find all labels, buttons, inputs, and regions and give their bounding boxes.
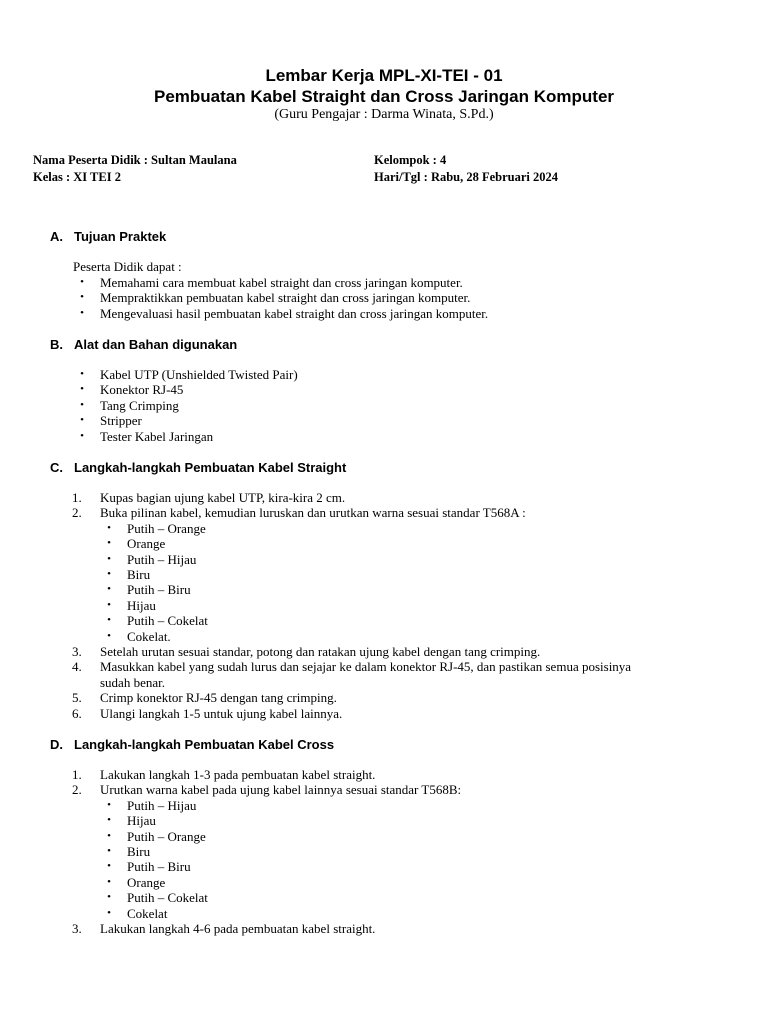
worksheet-subtitle: Pembuatan Kabel Straight dan Cross Jaringan Komputer: [153, 87, 615, 106]
bullet-icon: •: [107, 552, 111, 565]
color-item: • Putih – Cokelat: [127, 613, 631, 628]
section-d-steps: [72, 767, 462, 937]
student-name: Nama Peserta Didik : Sultan Maulana: [33, 153, 237, 167]
color-item: • Hijau: [127, 598, 631, 613]
bullet-icon: •: [107, 875, 111, 888]
bullet-icon: •: [107, 583, 111, 596]
step-number: 5.: [72, 690, 82, 706]
bullet-icon: •: [80, 429, 84, 442]
color-item: • Hijau: [127, 813, 461, 828]
color-item: • Putih – Orange: [127, 829, 461, 844]
step-number: 6.: [72, 705, 82, 721]
section-b-heading: [50, 337, 237, 353]
bullet-icon: •: [107, 629, 111, 642]
step-number: 1.: [72, 767, 82, 782]
t568b-color-list: [100, 798, 461, 921]
list-item: • Tester Kabel Jaringan: [100, 429, 298, 444]
color-item: • Putih – Biru: [127, 859, 461, 874]
group-number: Kelompok : 4: [374, 153, 447, 167]
list-item: • Kabel UTP (Unshielded Twisted Pair): [100, 367, 298, 382]
step-number: 3.: [72, 921, 82, 937]
bullet-icon: •: [107, 845, 111, 858]
list-item: • Mengevaluasi hasil pembuatan kabel straight dan cross jaringan komputer.: [100, 306, 488, 321]
step-number: 1.: [72, 490, 82, 505]
color-item: • Putih – Hijau: [127, 552, 631, 567]
step-item: 3. Setelah urutan sesuai standar, potong dan ratakan ujung kabel dengan tang crimping.: [72, 644, 541, 660]
bullet-icon: •: [80, 306, 84, 319]
step-number: 2.: [72, 782, 82, 798]
section-d-heading: [50, 737, 334, 753]
color-item: • Cokelat: [127, 906, 461, 921]
bullet-icon: •: [80, 368, 84, 380]
color-item: • Orange: [127, 875, 461, 890]
section-c-heading: [50, 460, 346, 476]
step-item: 6. Ulangi langkah 1-5 untuk ujung kabel lainnya.: [72, 705, 343, 721]
step-item: 1. Kupas bagian ujung kabel UTP, kira-kira 2 cm.: [72, 490, 346, 505]
bullet-icon: •: [107, 906, 111, 919]
student-class: Kelas : XI TEI 2: [33, 170, 121, 184]
section-letter: C.: [50, 460, 63, 475]
color-item: • Putih – Hijau: [127, 798, 461, 813]
list-item: • Mempraktikkan pembuatan kabel straight dan cross jaringan komputer.: [100, 290, 488, 305]
bullet-icon: •: [80, 398, 84, 411]
section-c-steps: [72, 490, 632, 721]
bullet-icon: •: [107, 521, 111, 534]
section-letter: B.: [50, 337, 63, 352]
bullet-icon: •: [80, 383, 84, 396]
bullet-icon: •: [107, 568, 111, 581]
color-item: • Biru: [127, 567, 631, 582]
color-item: • Putih – Biru: [127, 582, 631, 597]
t568a-color-list: [100, 521, 631, 644]
bullet-icon: •: [107, 829, 111, 842]
step-item: 2. Urutkan warna kabel pada ujung kabel lainnya sesuai standar T568B: • Putih – Hijau • Hijau • Putih – Orange • Biru • Putih – Biru • Orange • Putih – Cokelat • Cokelat: [72, 782, 462, 921]
bullet-icon: •: [80, 291, 84, 304]
bullet-icon: •: [107, 537, 111, 550]
color-item: • Biru: [127, 844, 461, 859]
section-a-list: [80, 275, 489, 321]
group-info: [374, 152, 558, 186]
color-item: • Orange: [127, 536, 631, 551]
section-title: Langkah-langkah Pembuatan Kabel Cross: [74, 737, 335, 752]
color-item: • Putih – Orange: [127, 521, 631, 536]
section-a-intro: Peserta Didik dapat :: [73, 259, 182, 274]
section-a-heading: [50, 229, 166, 245]
bullet-icon: •: [107, 860, 111, 873]
bullet-icon: •: [107, 798, 111, 811]
bullet-icon: •: [107, 614, 111, 627]
step-item: 4. Masukkan kabel yang sudah lurus dan sejajar ke dalam konektor RJ-45, dan pastikan semua posisinya sudah benar.: [72, 659, 632, 690]
bullet-icon: •: [80, 276, 84, 288]
color-item: • Putih – Cokelat: [127, 890, 461, 905]
bullet-icon: •: [107, 891, 111, 904]
section-title: Alat dan Bahan digunakan: [74, 337, 238, 352]
step-item: 1. Lakukan langkah 1-3 pada pembuatan kabel straight.: [72, 767, 376, 782]
list-item: • Stripper: [100, 413, 298, 428]
step-number: 3.: [72, 644, 82, 660]
step-item: 3. Lakukan langkah 4-6 pada pembuatan kabel straight.: [72, 921, 376, 937]
step-number: 2.: [72, 505, 82, 521]
step-number: 4.: [72, 659, 82, 675]
section-title: Langkah-langkah Pembuatan Kabel Straight: [74, 460, 347, 475]
bullet-icon: •: [107, 814, 111, 827]
list-item: • Memahami cara membuat kabel straight dan cross jaringan komputer.: [100, 275, 488, 290]
student-info: [33, 152, 237, 186]
bullet-icon: •: [80, 414, 84, 427]
list-item: • Konektor RJ-45: [100, 382, 298, 397]
color-item: • Cokelat.: [127, 629, 631, 644]
step-item: 2. Buka pilinan kabel, kemudian luruskan dan urutkan warna sesuai standar T568A : • Putih – Orange • Orange • Putih – Hijau • Biru • Putih – Biru • Hijau • Putih – Cokelat • Cokelat.: [100, 505, 631, 644]
session-date: Hari/Tgl : Rabu, 28 Februari 2024: [374, 170, 559, 184]
section-letter: A.: [50, 229, 63, 244]
teacher-line: (Guru Pengajar : Darma Winata, S.Pd.): [274, 107, 494, 122]
bullet-icon: •: [107, 598, 111, 611]
section-letter: D.: [50, 737, 63, 752]
list-item: • Tang Crimping: [100, 398, 298, 413]
section-b-list: [80, 367, 298, 444]
section-title: Tujuan Praktek: [74, 229, 167, 244]
step-item: 5. Crimp konektor RJ-45 dengan tang crimping.: [72, 690, 337, 706]
worksheet-title: Lembar Kerja MPL-XI-TEI - 01: [265, 66, 503, 85]
